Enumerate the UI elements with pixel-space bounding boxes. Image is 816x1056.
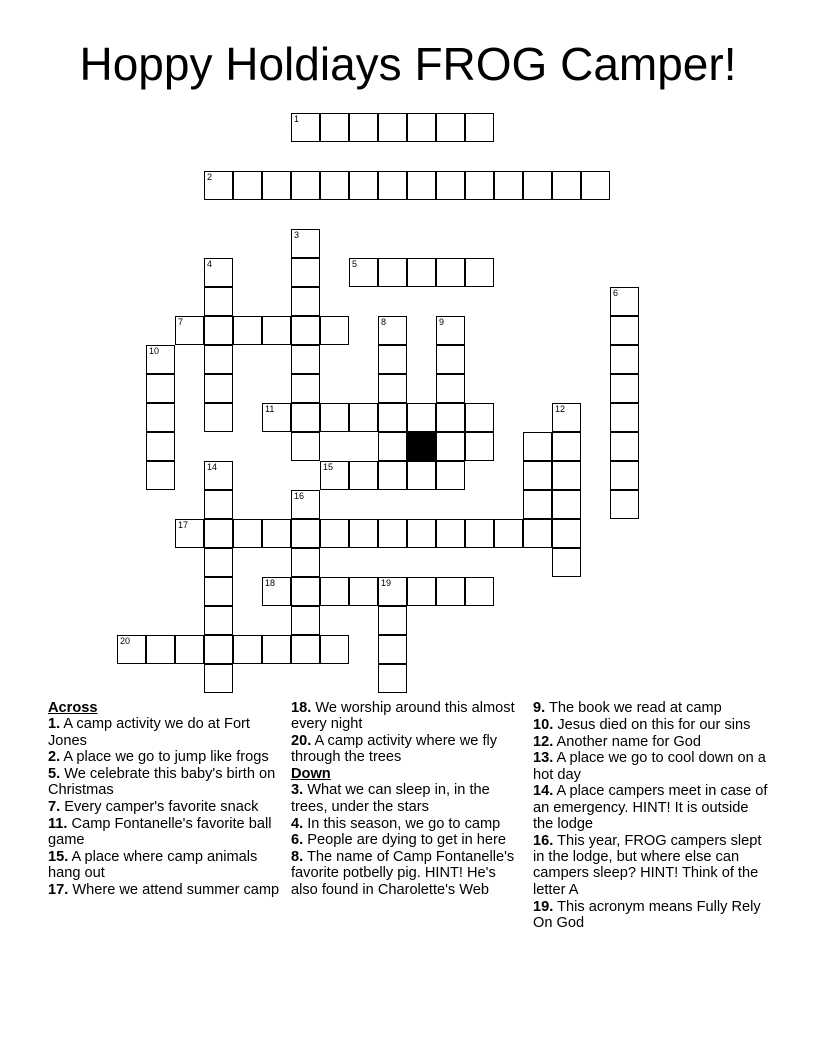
clue-item xyxy=(533,734,768,750)
grid-cell[interactable] xyxy=(465,432,494,461)
clue-item xyxy=(533,899,768,932)
grid-cell[interactable] xyxy=(552,403,581,432)
grid-cell[interactable] xyxy=(552,490,581,519)
grid-cell[interactable] xyxy=(233,519,262,548)
clue-text: A place campers meet in case of an emergency. HINT! It is outside the lodge xyxy=(533,783,768,833)
clue-text: We worship around this almost every night xyxy=(291,700,515,733)
grid-cell[interactable] xyxy=(320,113,349,142)
clue-number: 12 xyxy=(555,404,566,414)
clue-number: 16 xyxy=(294,491,305,501)
grid-cell[interactable] xyxy=(610,316,639,345)
grid-cell[interactable] xyxy=(291,316,320,345)
grid-cell[interactable] xyxy=(378,635,407,664)
clue-text: Where we attend summer camp xyxy=(68,882,280,899)
grid-cell[interactable] xyxy=(291,287,320,316)
clue-number-label: 20. xyxy=(291,733,312,750)
clue-text: Every camper's favorite snack xyxy=(60,799,259,816)
grid-cell[interactable] xyxy=(436,403,465,432)
grid-cell[interactable] xyxy=(436,577,465,606)
grid-cell[interactable] xyxy=(291,548,320,577)
grid-cell[interactable] xyxy=(378,461,407,490)
clue-text: This year, FROG campers slept in the lodge, but where else can campers sleep? HINT! Think of the letter A xyxy=(533,832,762,898)
grid-cell[interactable] xyxy=(291,635,320,664)
grid-cell[interactable] xyxy=(320,171,349,200)
clue-item xyxy=(48,816,283,849)
clue-item xyxy=(291,782,526,815)
grid-cell[interactable] xyxy=(291,577,320,606)
clue-number: 2 xyxy=(207,172,213,182)
clue-number-label: 13. xyxy=(533,750,554,767)
grid-cell[interactable] xyxy=(349,403,378,432)
grid-cell[interactable] xyxy=(436,374,465,403)
clue-number-label: 12. xyxy=(533,733,554,750)
grid-cell[interactable] xyxy=(407,519,436,548)
grid-cell[interactable] xyxy=(146,345,175,374)
clue-text: In this season, we go to camp xyxy=(303,815,501,832)
clue-text: This acronym means Fully Rely On God xyxy=(533,898,761,931)
clue-number: 4 xyxy=(207,259,213,269)
clue-text: A place we go to cool down on a hot day xyxy=(533,750,766,783)
grid-cell[interactable] xyxy=(291,171,320,200)
grid-cell[interactable] xyxy=(378,374,407,403)
grid-cell[interactable] xyxy=(320,461,349,490)
grid-cell[interactable] xyxy=(291,374,320,403)
clue-number-label: 19. xyxy=(533,898,554,915)
grid-cell[interactable] xyxy=(465,403,494,432)
grid-cell[interactable] xyxy=(465,113,494,142)
grid-cell[interactable] xyxy=(378,345,407,374)
clue-number: 11 xyxy=(265,404,275,414)
grid-cell[interactable] xyxy=(494,519,523,548)
grid-cell[interactable] xyxy=(552,548,581,577)
down-heading: Down xyxy=(291,766,331,783)
grid-cell[interactable] xyxy=(407,403,436,432)
black-cell xyxy=(407,432,436,461)
clue-number-label: 6. xyxy=(291,832,304,849)
grid-cell[interactable] xyxy=(610,374,639,403)
grid-cell[interactable] xyxy=(465,258,494,287)
grid-cell[interactable] xyxy=(204,287,233,316)
clue-number-label: 10. xyxy=(533,716,554,733)
grid-cell[interactable] xyxy=(262,577,291,606)
grid-cell[interactable] xyxy=(378,258,407,287)
grid-cell[interactable] xyxy=(291,258,320,287)
grid-cell[interactable] xyxy=(407,577,436,606)
grid-cell[interactable] xyxy=(407,113,436,142)
clue-number-label: 8. xyxy=(291,849,304,866)
clue-number: 17 xyxy=(178,520,189,530)
grid-cell[interactable] xyxy=(378,519,407,548)
grid-cell[interactable] xyxy=(436,519,465,548)
grid-cell[interactable] xyxy=(320,635,349,664)
grid-cell[interactable] xyxy=(378,113,407,142)
grid-cell[interactable] xyxy=(262,316,291,345)
grid-cell[interactable] xyxy=(291,403,320,432)
grid-cell[interactable] xyxy=(291,229,320,258)
grid-cell[interactable] xyxy=(552,461,581,490)
grid-cell[interactable] xyxy=(146,635,175,664)
grid-cell[interactable] xyxy=(291,519,320,548)
grid-cell[interactable] xyxy=(204,403,233,432)
clue-number-label: 17. xyxy=(48,882,69,899)
clue-item xyxy=(48,882,283,898)
grid-cell[interactable] xyxy=(291,606,320,635)
clue-item xyxy=(48,799,283,815)
clue-number-label: 5. xyxy=(48,766,61,783)
grid-cell[interactable] xyxy=(262,171,291,200)
grid-cell[interactable] xyxy=(204,548,233,577)
grid-cell[interactable] xyxy=(349,113,378,142)
clue-number: 9 xyxy=(439,317,445,327)
clue-number: 5 xyxy=(352,259,358,269)
grid-cell[interactable] xyxy=(436,316,465,345)
grid-cell[interactable] xyxy=(407,461,436,490)
grid-cell[interactable] xyxy=(349,461,378,490)
grid-cell[interactable] xyxy=(146,374,175,403)
grid-cell[interactable] xyxy=(523,432,552,461)
grid-cell[interactable] xyxy=(436,113,465,142)
grid-cell[interactable] xyxy=(465,171,494,200)
grid-cell[interactable] xyxy=(523,171,552,200)
clue-item xyxy=(291,849,526,898)
clue-number: 8 xyxy=(381,317,387,327)
grid-cell[interactable] xyxy=(407,171,436,200)
clue-number: 15 xyxy=(323,462,334,472)
clue-text: A place we go to jump like frogs xyxy=(60,749,269,766)
clue-text: Another name for God xyxy=(553,733,701,750)
clue-text: The book we read at camp xyxy=(545,700,722,716)
grid-cell[interactable] xyxy=(523,490,552,519)
grid-cell[interactable] xyxy=(349,577,378,606)
clue-item xyxy=(533,783,768,832)
grid-cell[interactable] xyxy=(552,519,581,548)
grid-cell[interactable] xyxy=(262,519,291,548)
grid-cell[interactable] xyxy=(378,577,407,606)
grid-cell[interactable] xyxy=(320,316,349,345)
clue-number-label: 2. xyxy=(48,749,61,766)
clue-number: 14 xyxy=(207,462,218,472)
grid-cell[interactable] xyxy=(233,316,262,345)
grid-cell[interactable] xyxy=(523,519,552,548)
clues-column-2 xyxy=(291,700,526,899)
grid-cell[interactable] xyxy=(204,635,233,664)
grid-cell[interactable] xyxy=(552,432,581,461)
grid-cell[interactable] xyxy=(204,461,233,490)
clue-item xyxy=(533,833,768,898)
grid-cell[interactable] xyxy=(204,519,233,548)
grid-cell[interactable] xyxy=(262,635,291,664)
clue-number: 1 xyxy=(294,114,300,124)
grid-cell[interactable] xyxy=(291,345,320,374)
grid-cell[interactable] xyxy=(146,432,175,461)
clue-number-label: 11. xyxy=(48,816,68,833)
grid-cell[interactable] xyxy=(204,490,233,519)
clue-number: 10 xyxy=(149,346,160,356)
clue-number-label: 7. xyxy=(48,799,61,816)
grid-cell[interactable] xyxy=(436,171,465,200)
clue-number-label: 4. xyxy=(291,815,304,832)
grid-cell[interactable] xyxy=(436,258,465,287)
clue-number: 18 xyxy=(265,578,276,588)
grid-cell[interactable] xyxy=(320,519,349,548)
clue-item xyxy=(533,717,768,733)
grid-cell[interactable] xyxy=(204,316,233,345)
clue-number-label: 16. xyxy=(533,832,554,849)
grid-cell[interactable] xyxy=(465,519,494,548)
grid-cell[interactable] xyxy=(494,171,523,200)
grid-cell[interactable] xyxy=(610,461,639,490)
grid-cell[interactable] xyxy=(610,490,639,519)
puzzle-title: Hoppy Holdiays FROG Camper! xyxy=(79,38,737,90)
clues-column-1 xyxy=(48,700,283,899)
grid-cell[interactable] xyxy=(204,345,233,374)
grid-cell[interactable] xyxy=(204,171,233,200)
clue-number: 6 xyxy=(613,288,619,298)
across-heading: Across xyxy=(48,700,98,716)
grid-cell[interactable] xyxy=(349,171,378,200)
grid-cell[interactable] xyxy=(610,345,639,374)
clue-item xyxy=(291,700,526,733)
grid-cell[interactable] xyxy=(146,461,175,490)
grid-cell[interactable] xyxy=(610,287,639,316)
grid-cell[interactable] xyxy=(175,316,204,345)
clue-number: 3 xyxy=(294,230,300,240)
grid-cell[interactable] xyxy=(146,403,175,432)
grid-cell[interactable] xyxy=(378,606,407,635)
grid-cell[interactable] xyxy=(378,403,407,432)
grid-cell[interactable] xyxy=(378,171,407,200)
grid-cell[interactable] xyxy=(204,374,233,403)
grid-cell[interactable] xyxy=(523,461,552,490)
clue-item xyxy=(48,749,283,765)
clue-text: Jesus died on this for our sins xyxy=(553,716,751,733)
grid-cell[interactable] xyxy=(204,577,233,606)
clue-item xyxy=(48,849,283,882)
grid-cell[interactable] xyxy=(233,171,262,200)
grid-cell[interactable] xyxy=(407,258,436,287)
clue-text: The name of Camp Fontanelle's favorite potbelly pig. HINT! He's also found in Charolette's Web xyxy=(291,849,515,898)
grid-cell[interactable] xyxy=(175,635,204,664)
clue-number-label: 3. xyxy=(291,782,304,799)
clue-item xyxy=(291,832,526,848)
grid-cell[interactable] xyxy=(175,519,204,548)
grid-cell[interactable] xyxy=(378,664,407,693)
grid-cell[interactable] xyxy=(436,345,465,374)
grid-cell[interactable] xyxy=(436,461,465,490)
grid-cell[interactable] xyxy=(349,258,378,287)
clue-number-label: 1. xyxy=(48,716,61,733)
grid-cell[interactable] xyxy=(378,316,407,345)
clue-text: A camp activity we do at Fort Jones xyxy=(48,716,250,749)
clue-item xyxy=(48,766,283,799)
clue-number-label: 15. xyxy=(48,849,69,866)
grid-cell[interactable] xyxy=(233,635,262,664)
grid-cell[interactable] xyxy=(349,519,378,548)
grid-cell[interactable] xyxy=(610,432,639,461)
clue-text: A camp activity where we fly through the trees xyxy=(291,733,498,766)
grid-cell[interactable] xyxy=(581,171,610,200)
grid-cell[interactable] xyxy=(291,432,320,461)
clues-column-3 xyxy=(533,700,768,932)
grid-cell[interactable] xyxy=(610,403,639,432)
grid-cell[interactable] xyxy=(204,606,233,635)
clue-item xyxy=(291,733,526,766)
clue-item xyxy=(291,816,526,832)
grid-cell[interactable] xyxy=(262,403,291,432)
clue-number: 7 xyxy=(178,317,184,327)
grid-cell[interactable] xyxy=(320,403,349,432)
grid-cell[interactable] xyxy=(320,577,349,606)
clue-item xyxy=(533,700,768,716)
clue-text: A place where camp animals hang out xyxy=(48,849,258,882)
clue-text: People are dying to get in here xyxy=(303,832,507,849)
grid-cell[interactable] xyxy=(436,432,465,461)
grid-cell[interactable] xyxy=(552,171,581,200)
clue-number: 19 xyxy=(381,578,392,588)
clue-number: 20 xyxy=(120,636,131,646)
grid-cell[interactable] xyxy=(204,258,233,287)
clue-text: Camp Fontanelle's favorite ball game xyxy=(48,816,272,849)
clue-number-label: 14. xyxy=(533,783,554,800)
clue-number-label: 18. xyxy=(291,700,312,716)
clue-item xyxy=(533,750,768,783)
grid-cell[interactable] xyxy=(117,635,146,664)
grid-cell[interactable] xyxy=(378,432,407,461)
grid-cell[interactable] xyxy=(291,490,320,519)
grid-cell[interactable] xyxy=(291,113,320,142)
grid-cell[interactable] xyxy=(204,664,233,693)
clue-item xyxy=(48,716,283,749)
grid-cell[interactable] xyxy=(465,577,494,606)
clue-number-label: 9. xyxy=(533,700,546,716)
clue-text: We celebrate this baby's birth on Christmas xyxy=(48,766,276,799)
clue-text: What we can sleep in, in the trees, under the stars xyxy=(291,782,490,815)
